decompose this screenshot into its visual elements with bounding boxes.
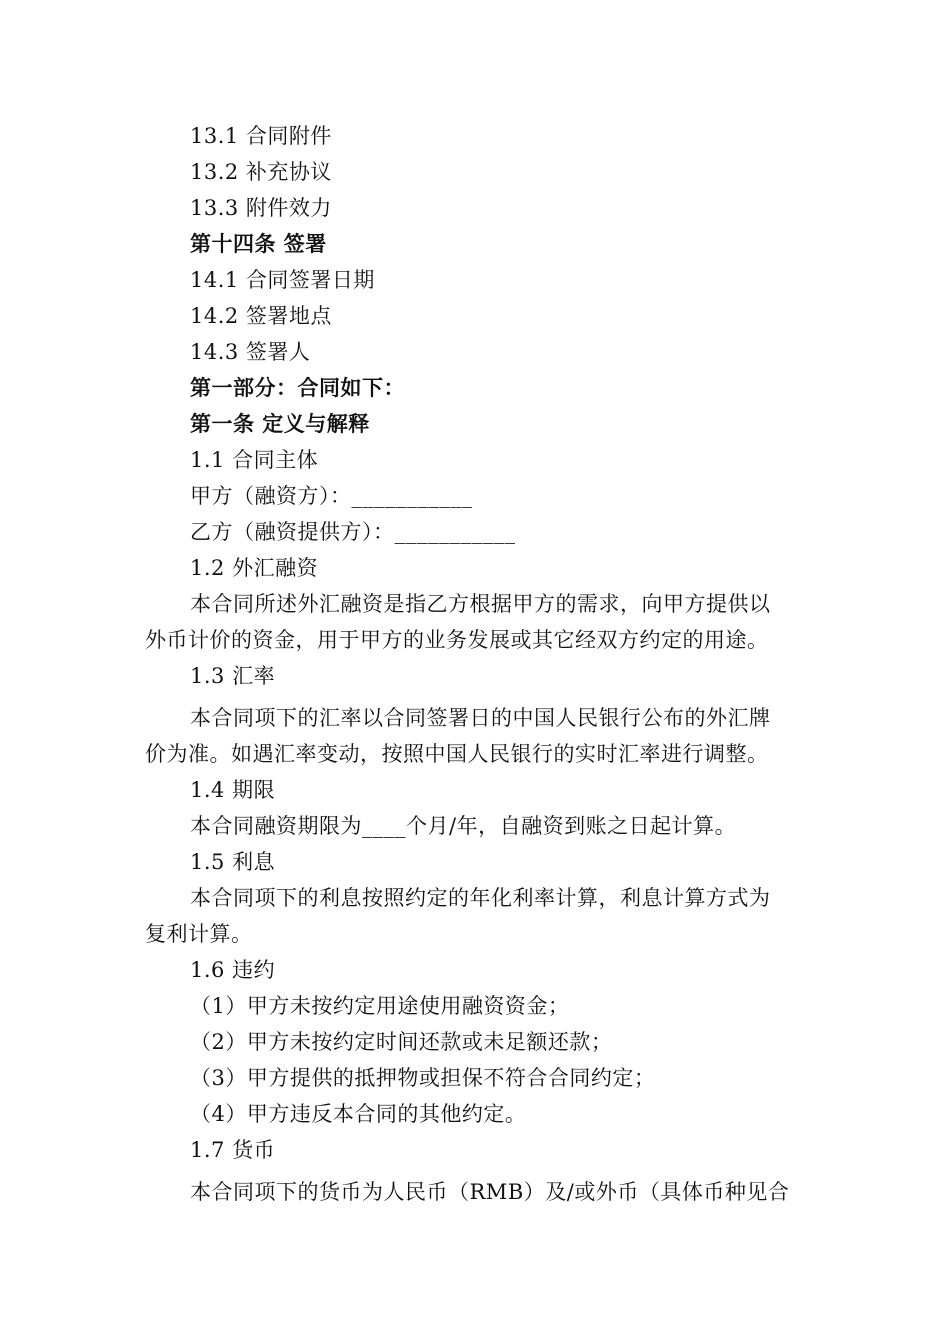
clause-13-3: 13.3 附件效力 (190, 196, 332, 220)
default-item-1: （1）甲方未按约定用途使用融资资金； (190, 994, 570, 1018)
clause-14-2: 14.2 签署地点 (190, 304, 332, 328)
clause-14-1: 14.1 合同签署日期 (190, 268, 375, 292)
paragraph-1-3-line-1: 本合同项下的汇率以合同签署日的中国人民银行公布的外汇牌 (190, 706, 771, 730)
paragraph-1-2-line-2: 外币计价的资金，用于甲方的业务发展或其它经双方约定的用途。 (145, 628, 769, 652)
article-1-heading: 第一条 定义与解释 (190, 412, 370, 436)
paragraph-1-5-line-2: 复利计算。 (145, 922, 253, 946)
paragraph-1-2-line-1: 本合同所述外汇融资是指乙方根据甲方的需求，向甲方提供以 (190, 592, 771, 616)
paragraph-1-5-line-1: 本合同项下的利息按照约定的年化利率计算，利息计算方式为 (190, 886, 771, 910)
clause-1-6: 1.6 违约 (190, 958, 276, 982)
clause-13-2: 13.2 补充协议 (190, 160, 332, 184)
part-one-heading: 第一部分：合同如下： (190, 376, 405, 400)
clause-14-3: 14.3 签署人 (190, 340, 311, 364)
clause-13-1: 13.1 合同附件 (190, 124, 332, 148)
paragraph-1-3-line-2: 价为准。如遇汇率变动，按照中国人民银行的实时汇率进行调整。 (145, 742, 769, 766)
party-a-line: 甲方（融资方）：___________ (190, 484, 473, 508)
default-item-2: （2）甲方未按约定时间还款或未足额还款； (190, 1030, 613, 1054)
paragraph-1-7-line-1: 本合同项下的货币为人民币（RMB）及/或外币（具体币种见合 (190, 1180, 790, 1204)
clause-1-7: 1.7 货币 (190, 1138, 276, 1162)
clause-1-3: 1.3 汇率 (190, 664, 276, 688)
default-item-4: （4）甲方违反本合同的其他约定。 (190, 1102, 527, 1126)
default-item-3: （3）甲方提供的抵押物或担保不符合合同约定； (190, 1066, 656, 1090)
article-14-heading: 第十四条 签署 (190, 232, 327, 256)
clause-1-5: 1.5 利息 (190, 850, 276, 874)
clause-1-2: 1.2 外汇融资 (190, 556, 319, 580)
clause-1-1: 1.1 合同主体 (190, 448, 319, 472)
party-b-line: 乙方（融资提供方）：___________ (190, 520, 516, 544)
paragraph-1-4: 本合同融资期限为____个月/年，自融资到账之日起计算。 (190, 814, 737, 838)
clause-1-4: 1.4 期限 (190, 778, 276, 802)
